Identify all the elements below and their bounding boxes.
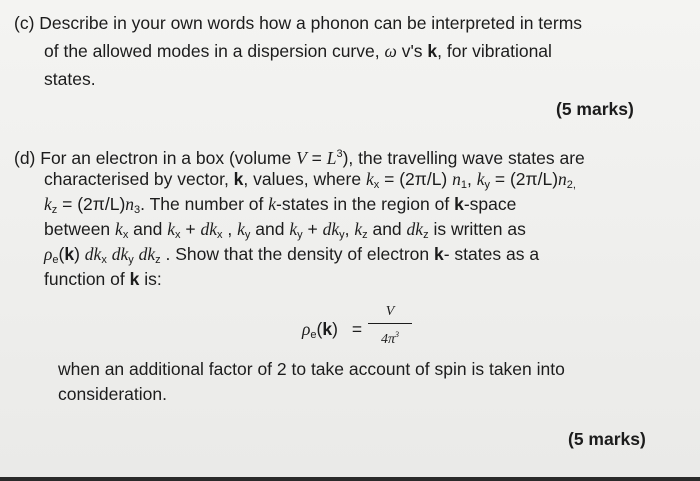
question-d-line-2: characterised by vector, k, values, where $k_x = (2\pi/L)$ $n_1$, $k_y = (2\pi/L)n_{2,}$ [44,169,576,191]
page-edge-shadow [0,477,700,481]
question-d-line-8: consideration. [58,384,167,404]
equation-denominator: $4\pi^3$ [380,330,399,347]
question-c-marks: (5 marks) [556,99,634,119]
question-c-line-2: of the allowed modes in a dispersion curve, ω v's k, for vibrational [44,41,552,61]
question-d-line-7: when an additional factor of 2 to take account of spin is taken into [58,359,565,379]
fraction-bar [368,323,412,324]
equation-numerator: V [385,304,395,319]
question-c-line-1: (c) Describe in your own words how a phonon can be interpreted in terms [14,13,583,33]
equation-lhs: $\rho_e(k)$ = [302,319,363,341]
question-d-line-5: $\rho_e(k)$ $dk_x$ $dk_y$ $dk_z$ . Show that the density of electron k- states as a [44,244,540,266]
question-c-line-3: states. [44,69,96,89]
question-d-line-4: between $k_x$ and $k_x + dk_x$ , $k_y$ and $k_y + dk_y$, $k_z$ and $dk_z$ is written as [44,219,526,241]
question-d-line-1: (d) For an electron in a box (volume $V = L^3$), the travelling wave states are [14,148,585,168]
equation-fraction [368,303,412,349]
question-d-line-6: function of k is: [44,269,162,289]
question-d-marks: (5 marks) [568,429,646,449]
question-d-line-3: $k_z = (2\pi/L)n_3$. The number of k-states in the region of k-space [44,194,517,216]
